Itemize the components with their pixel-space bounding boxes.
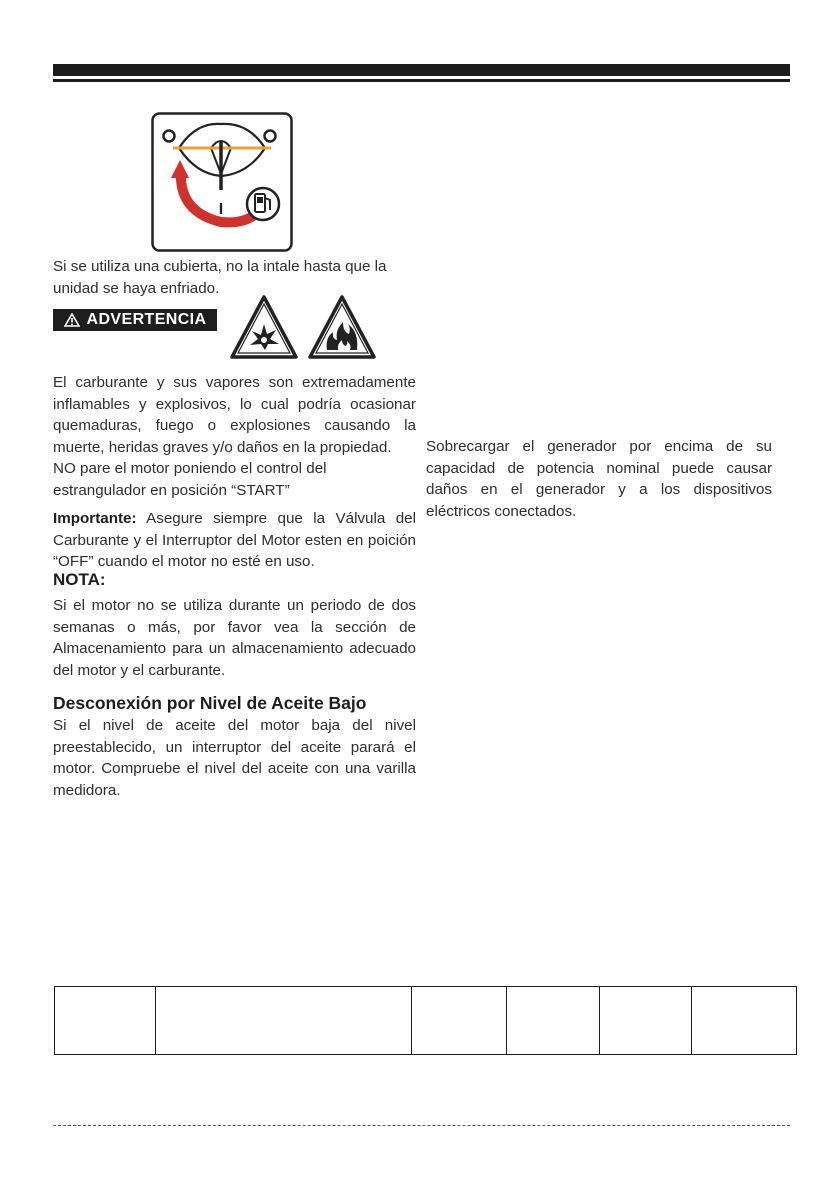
engine-switch-diagram xyxy=(151,112,293,252)
warning-triangle-icon xyxy=(64,313,80,327)
low-oil-text: Si el nivel de aceite del motor baja del nivel preestablecido, un interruptor del aceite parará el motor. Compruebe el nivel del aceite con una varilla medidora. xyxy=(53,717,416,799)
header-bar xyxy=(53,64,790,76)
table-cell xyxy=(507,987,600,1055)
warning-label-text: ADVERTENCIA xyxy=(86,311,207,328)
fire-hazard-icon xyxy=(307,294,377,360)
warning-label xyxy=(53,309,217,331)
table-cell xyxy=(692,987,797,1055)
header-rule xyxy=(53,79,790,82)
important-note xyxy=(53,508,416,573)
fuel-warning-text: El carburante y sus vapores son extremadamente inflamables y explosivos, lo cual podría ocasionar quemaduras, fuego o explosiones causando la muerte, heridas graves y/o daños en la propiedad. xyxy=(53,374,416,456)
table-row xyxy=(55,987,797,1055)
choke-stop-warning: NO pare el motor poniendo el control del estrangulador en posición “START” xyxy=(53,460,327,499)
overload-warning: Sobrecargar el generador por encima de su capacidad de potencia nominal puede causar daños en el generador y a los dispositivos eléctricos conectados. xyxy=(426,438,772,520)
choke-mark-label: I xyxy=(218,201,224,218)
explosion-hazard-icon xyxy=(229,294,299,360)
bottom-table xyxy=(54,986,797,1055)
table-cell xyxy=(55,987,156,1055)
nota-heading: NOTA: xyxy=(53,570,106,589)
nota-text: Si el motor no se utiliza durante un periodo de dos semanas o más, por favor vea la sección de Almacenamiento para un almacenamiento adecuado del motor y el carburante. xyxy=(53,597,416,679)
footer-rule xyxy=(53,1125,790,1126)
low-oil-heading: Desconexión por Nivel de Aceite Bajo xyxy=(53,693,367,713)
table-cell xyxy=(600,987,692,1055)
cover-caption: Si se utiliza una cubierta, no la intale hasta que la unidad se haya enfriado. xyxy=(53,258,387,297)
important-text: Asegure siempre que la Válvula del Carburante y el Interruptor del Motor esten en poición “OFF” cuando el motor no esté en uso. xyxy=(53,510,416,570)
table-cell xyxy=(412,987,507,1055)
table-cell xyxy=(156,987,412,1055)
important-label: Importante: xyxy=(53,510,137,527)
